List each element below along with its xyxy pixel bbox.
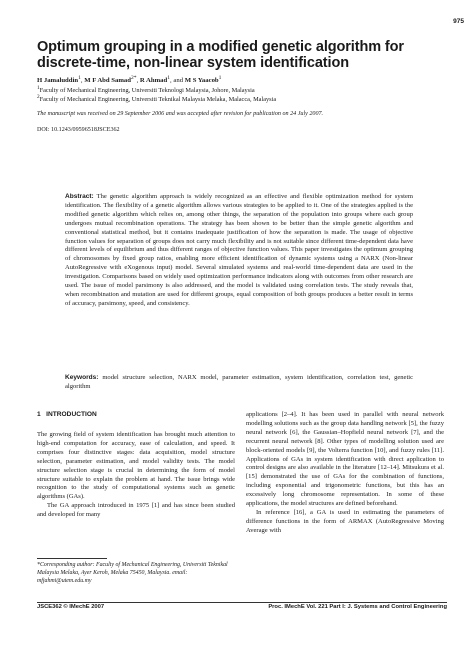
author-name: H Jamaluddin	[37, 77, 79, 85]
affiliation-2: $^2$Faculty of Mechanical Engineering, Universiti Teknikal Malaysia Melaka, Malacca, Malaysia	[37, 94, 277, 104]
footnote-rule	[37, 558, 107, 559]
keywords	[65, 374, 413, 392]
abstract	[65, 193, 413, 309]
paragraph: The growing field of system identification has brought much attention to high-end computation for accuracy, ease of calculation, and speed. It comprises four distinctive stages: data acquisition, model structure selection, parameter estimation, and model validity tests. The model structure selection stage is crucial in determining the form of model structure suitable to explain the problem at hand. The issue brings wide recognition to the study of computational systems such as genetic algorithms (GAs).	[37, 431, 235, 501]
author-list: H Jamaluddin$^1$, M F Abd Samad$^{2*}$, R Ahmad$^1$, and M S Yaacob$^1$	[37, 75, 222, 85]
page-number: 975	[453, 18, 464, 25]
abstract-label: Abstract:	[65, 193, 94, 200]
affiliation-mark: 1	[78, 75, 81, 81]
keywords-label: Keywords:	[65, 374, 99, 381]
author-name: M S Yaacob	[184, 77, 219, 85]
footer-right: Proc. IMechE Vol. 221 Part I: J. Systems and Control Engineering	[268, 604, 447, 610]
author-name: M F Abd Samad	[84, 77, 131, 85]
abstract-text: The genetic algorithm approach is widely recognized as an effective and flexible optimization method for system identification. The flexibility of a genetic algorithm allows various strategies to be applied to it. One of the strategies applied is the modified genetic algorithm which relies on, among other things, the separation of the population into groups where each group undergoes mutual recombination operations. The strategy has been shown to be better than the simple genetic algorithm and conventional statistical method, but it contains inadequate justification of how the separation is made. The usage of objective function values for separation of groups does not carry much flexibility and is not suitable since different time-dependent data have different levels of equilibrium and thus different ranges of objective function values. This paper investigates the optimum grouping of chromosomes by fixed group ratios, enabling more efficient identification of dynamic systems using a NARX (Non-linear AutoRegressive with eXogenous input) model. Several simulated systems and real-world time-dependent data are used in the investigation. Comparisons based on widely used optimization performance indicators along with outcomes from other research are used. The issue of model parsimony is also addressed, and the model is validated using correlation tests. The study reveals that, when recombination and mutation are used for different groups, equal composition of both groups produces a better result in terms of accuracy, parsimony, speed, and consistency.	[65, 193, 413, 307]
affiliation-mark: 2*	[130, 75, 137, 81]
affiliation-mark: 1	[218, 75, 222, 81]
footer-left: JSCE362 © IMechE 2007	[37, 604, 105, 610]
author-name: R Ahmad	[139, 77, 168, 85]
affiliation-mark: 1	[167, 75, 171, 81]
footnote: *Corresponding author: Faculty of Mechanical Engineering, Universiti Teknikal Malaysia Melaka, Ayer Keroh, Melaka 75450, Malaysia. email: mfjahmi@utem.edu.my	[37, 562, 228, 584]
right-column	[246, 411, 444, 536]
received-note: The manuscript was received on 29 September 2006 and was accepted after revision for publication on 24 July 2007.	[37, 111, 324, 117]
article-title: Optimum grouping in a modified genetic algorithm for discrete-time, non-linear system identification	[37, 39, 404, 71]
paragraph: The GA approach introduced in 1975 [1] and has since been studied and developed for many	[37, 502, 235, 519]
affiliation-1: $^1$Faculty of Mechanical Engineering, Universiti Teknologi Malaysia, Johore, Malaysia	[37, 85, 255, 95]
keywords-text: model structure selection, NARX model, parameter estimation, system identification, correlation test, genetic algorithm	[65, 374, 413, 390]
section-heading: 1 INTRODUCTION	[37, 411, 97, 418]
footer-rule	[37, 602, 447, 603]
doi: DOI: 10.1243/09596518JSCE362	[37, 127, 120, 133]
paragraph: In reference [16], a GA is used in estimating the parameters of difference functions in the form of ARMAX (AutoRegressive Moving Average with	[246, 508, 444, 534]
left-column	[37, 431, 235, 520]
paragraph: applications [2–4]. It has been used in parallel with neural network modelling solutions such as the group data handling network [5], the fuzzy neural network [6], the Gaussian–Hopfield neural network [7], and the recurrent neural network [8]. Other types of modelling solution used are block-oriented models [9], the Volterra function [10], and fuzzy rules [11]. Applications of GAs in system identification with direct application to control designs are also available in the literature [12–14]. Mitsukura et al. [15] demonstrated the use of GAs for the combination of functions, including exponential and trigonometric functions, but this has an excessively long chromosome representation. In some of these applications, the model structures are defined beforehand.	[246, 411, 444, 508]
